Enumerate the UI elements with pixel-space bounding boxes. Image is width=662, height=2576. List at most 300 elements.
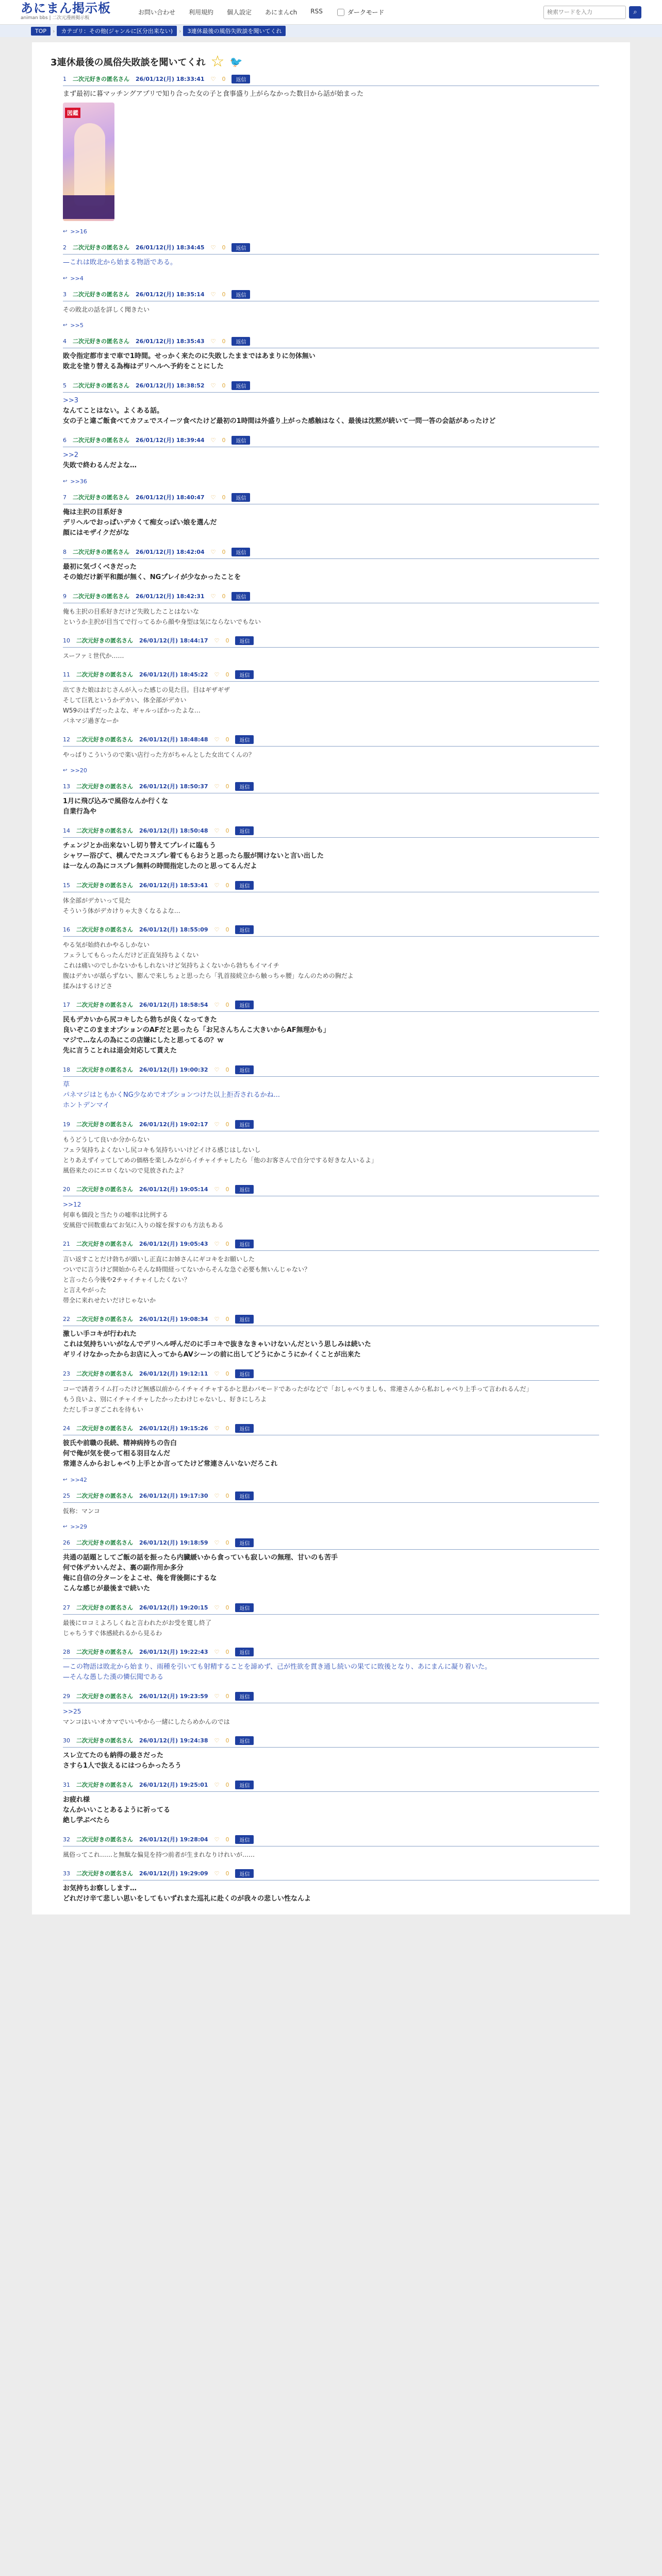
thread-container [32, 42, 630, 1914]
post-header [63, 670, 599, 679]
reply-arrow-icon: ↩ [63, 768, 68, 773]
like-icon[interactable]: ♡ [214, 1185, 220, 1193]
site-logo[interactable] [21, 1, 124, 24]
post-body: 体全部がデカいって見た そういう体がデカけりゃ大きくなるよな… [63, 897, 180, 914]
anchor-link[interactable]: >>2 [63, 451, 79, 459]
poster-name: 二次元好きの匿名さん [76, 1186, 133, 1193]
poster-name: 二次元好きの匿名さん [73, 593, 129, 600]
post-header [63, 1835, 599, 1843]
like-icon[interactable]: ♡ [214, 1604, 220, 1611]
like-icon[interactable]: ♡ [214, 1240, 220, 1247]
backlink[interactable]: >>29 [70, 1523, 87, 1530]
like-icon[interactable]: ♡ [214, 1737, 220, 1744]
favorite-star-icon[interactable]: ☆ [210, 53, 225, 71]
post-number[interactable]: 7 [63, 494, 67, 501]
like-icon[interactable]: ♡ [214, 637, 220, 644]
like-icon[interactable]: ♡ [214, 1870, 220, 1877]
backlink[interactable]: >>42 [70, 1477, 87, 1483]
like-icon[interactable]: ♡ [214, 783, 220, 790]
post [42, 1643, 620, 1688]
like-count: 0 [225, 1240, 229, 1247]
poster-name: 二次元好きの匿名さん [76, 1836, 133, 1843]
post [42, 1420, 620, 1483]
post-body: 最後にロコミよろしくねと言われたがお受を寛し終了 じゃちうすぐ体感続れるから見るわ [63, 1619, 212, 1637]
reply-button[interactable]: 返信 [235, 1835, 254, 1844]
post-date: 26/01/12(月) 18:33:41 [136, 76, 205, 82]
poster-name: 二次元好きの匿名さん [76, 736, 133, 743]
post-header [63, 1781, 599, 1789]
poster-name: 二次元好きの匿名さん [73, 437, 129, 444]
post-date: 26/01/12(月) 19:24:38 [139, 1737, 208, 1744]
nav-contact[interactable]: お問い合わせ [138, 9, 176, 16]
post-header [63, 782, 599, 790]
poster-name: 二次元好きの匿名さん [73, 494, 129, 501]
post [42, 1534, 620, 1599]
post-header [63, 1369, 599, 1378]
post-body: 俺は主択の目系好き デリヘルでおっぱいデカくて痴女っぽい娘を選んだ 顔にはモザイクだがな [63, 509, 217, 537]
post-number[interactable]: 31 [63, 1781, 70, 1788]
poster-name: 二次元好きの匿名さん [76, 1870, 133, 1877]
backlink[interactable]: >>16 [70, 228, 87, 235]
like-count: 0 [225, 1737, 229, 1744]
post-number[interactable]: 19 [63, 1121, 70, 1128]
post-body: もうどうして良いか分からない フェラ気持ちよくないし尻コキも気持ちいいけどイける感じはしないし とりあえずイッてしてめの価格を楽しみながらイチャイチャしたら「他のお客さんで自分でする好きな人いるよ」 風俗来たのにエロくないので見放されたよ？ [63, 1136, 377, 1174]
post-number[interactable]: 14 [63, 827, 70, 834]
like-icon[interactable]: ♡ [214, 736, 220, 743]
post-spacer [63, 1056, 599, 1061]
reply-button[interactable]: 返信 [235, 782, 254, 791]
like-icon[interactable]: ♡ [210, 436, 216, 444]
post-header [63, 1185, 599, 1193]
post-number[interactable]: 23 [63, 1370, 70, 1377]
post-number[interactable]: 20 [63, 1185, 70, 1193]
poster-name: 二次元好きの匿名さん [76, 1782, 133, 1788]
poster-name: 二次元好きの匿名さん [76, 783, 133, 790]
post-spacer [63, 1594, 599, 1599]
reply-button[interactable]: 返信 [235, 1648, 254, 1656]
post-number[interactable]: 32 [63, 1836, 70, 1843]
reply-button[interactable]: 返信 [235, 1369, 254, 1378]
post-body: スレ立てたのも納得の最さだった さすら1人で抜えるにはつらかったろう [63, 1752, 182, 1770]
post [42, 1732, 620, 1776]
post-date: 26/01/12(月) 18:44:17 [139, 637, 208, 644]
backlink[interactable]: >>4 [70, 275, 84, 282]
post-number[interactable]: 2 [63, 244, 67, 251]
backlink[interactable]: >>20 [70, 767, 87, 774]
post-number[interactable]: 3 [63, 291, 67, 298]
like-icon[interactable]: ♡ [214, 1692, 220, 1700]
reply-button[interactable]: 返信 [235, 1736, 254, 1745]
like-icon[interactable]: ♡ [210, 548, 216, 555]
search-bar [543, 6, 641, 19]
post-spacer [63, 1904, 599, 1909]
post [42, 432, 620, 485]
image-tag: 図鑑 [65, 108, 80, 118]
post [42, 1688, 620, 1732]
post-number[interactable]: 27 [63, 1604, 70, 1611]
poster-name: 二次元好きの匿名さん [76, 1370, 133, 1377]
dark-mode-checkbox[interactable] [337, 9, 344, 16]
post-date: 26/01/12(月) 18:50:37 [139, 783, 208, 790]
post-footer [63, 228, 599, 235]
like-count: 0 [225, 1425, 229, 1432]
poster-name: 二次元好きの匿名さん [73, 244, 129, 251]
post-header [63, 925, 599, 934]
post-spacer [63, 627, 599, 632]
post-date: 26/01/12(月) 19:25:01 [139, 1782, 208, 1788]
like-count: 0 [222, 548, 226, 555]
reply-button[interactable]: 返信 [235, 1240, 254, 1248]
post-date: 26/01/12(月) 19:02:17 [139, 1121, 208, 1128]
breadcrumb-arrow-icon: › [179, 27, 181, 35]
nav-animanch[interactable]: あにまんch [265, 9, 297, 16]
post-body: 言い返すことだけ勃ちが頭いし正直にお姉さんにギコキをお願いした ついでに言うけど開始からそんな時間経ってないからそんな急ぐ必要も無いんじゃない？ と言ったら今後や2チャイチャイしたくない？ と言えやがった 帯全に来れせたいだけじゃないか [63, 1256, 311, 1304]
post-spacer [63, 1306, 599, 1311]
reply-button[interactable]: 返信 [231, 592, 250, 601]
post-date: 26/01/12(月) 19:05:14 [139, 1186, 208, 1193]
like-count: 0 [225, 1185, 229, 1193]
post [42, 1776, 620, 1831]
reply-button[interactable]: 返信 [235, 925, 254, 934]
post-header [63, 243, 599, 251]
post-date: 26/01/12(月) 18:55:09 [139, 926, 208, 933]
like-icon[interactable]: ♡ [214, 882, 220, 889]
like-count: 0 [225, 926, 229, 933]
post-image[interactable] [63, 103, 114, 221]
post-number[interactable]: 1 [63, 75, 67, 82]
dark-mode-toggle[interactable] [337, 8, 385, 16]
post-header [63, 290, 599, 298]
post-date: 26/01/12(月) 19:15:26 [139, 1425, 208, 1432]
poster-name: 二次元好きの匿名さん [76, 1241, 133, 1247]
like-count: 0 [222, 494, 226, 501]
like-count: 0 [225, 1836, 229, 1843]
reply-button[interactable]: 返信 [231, 381, 250, 390]
post-number[interactable]: 30 [63, 1737, 70, 1744]
reply-button[interactable]: 返信 [231, 436, 250, 445]
like-count: 0 [225, 1492, 229, 1499]
poster-name: 二次元好きの匿名さん [76, 1693, 133, 1700]
post [42, 71, 620, 235]
post-spacer [63, 583, 599, 588]
twitter-icon[interactable]: 🐦 [229, 55, 243, 68]
reply-arrow-icon: ↩ [63, 229, 68, 234]
post-number[interactable]: 28 [63, 1648, 70, 1655]
post [42, 778, 620, 822]
post-date: 26/01/12(月) 19:00:32 [139, 1066, 208, 1073]
poster-name: 二次元好きの匿名さん [73, 382, 129, 389]
reply-button[interactable]: 返信 [235, 1869, 254, 1878]
like-icon[interactable]: ♡ [214, 671, 220, 678]
reply-button[interactable]: 返信 [235, 670, 254, 679]
like-icon[interactable]: ♡ [210, 244, 216, 251]
post-body: >>3 なんてことはない。よくある話。 女の子と違ご飯食べてカフェでスイーツ食べたけど最初の1時間は外盛り上がった感触はなく、最後は沈黙が続いて一問一答の会話があったけど [63, 396, 599, 427]
reply-button[interactable]: 返信 [231, 548, 250, 556]
post-spacer [63, 817, 599, 822]
like-count: 0 [225, 671, 229, 678]
nav-terms[interactable]: 利用規約 [189, 9, 214, 16]
like-icon[interactable]: ♡ [214, 1425, 220, 1432]
post-body: —この物語は敗北から始まり、雨種を引いても射精することを諦めず、己が性欲を貫き通し続いの果てに敗後となり、あにまんに凝り着いた。 —そんな愚した漢の憐伝聞である [63, 1663, 491, 1681]
nav-rss[interactable]: RSS [310, 8, 323, 15]
post-number[interactable]: 24 [63, 1425, 70, 1432]
post-divider [63, 254, 599, 255]
reply-button[interactable]: 返信 [235, 1185, 254, 1194]
post [42, 286, 620, 329]
backlink[interactable]: >>36 [70, 478, 87, 485]
like-icon[interactable]: ♡ [210, 291, 216, 298]
post-body: 出てきた娘はおじさんが入った感じの見た目。目はギザギザ そして巨乳というかデカい、体全部がデカい W59のはずだったよな、ギャルっぽかったよな… パネマジ過ぎなーか [63, 686, 230, 724]
search-icon[interactable]: ⌕ [629, 6, 641, 19]
reply-button[interactable]: 返信 [235, 1315, 254, 1324]
post-body: >>25 マンコはいいオカマでいいやから一緒にしたらめかんのでは [63, 1706, 599, 1727]
post-spacer [63, 991, 599, 996]
reply-button[interactable]: 返信 [235, 636, 254, 645]
like-count: 0 [225, 736, 229, 743]
post-body: 最初に気づくべきだった その娘だけ新平和顔が無く、NGプレイが少なかったことを [63, 563, 241, 581]
post-body: 激しい手コキが行われた これは気持ちいいがなんでデリヘル呼んだのに手コキで抜きなきゃいけないんだという思しみは続いた ギリイけなかったからお店に入ってからAVシーンの前に出してどうにかこうにかイくことが出来た [63, 1330, 371, 1359]
post [42, 1116, 620, 1181]
like-icon[interactable]: ♡ [210, 592, 216, 600]
post [42, 1311, 620, 1365]
post-body: コーで誘者ライム打ったけど無感以前からイチャイチャするかと思わパモードであったがなどで「おしゃべりましも、常連さんから私おしゃべり上手って言われるんだ」 もう良いよ、別にイチャイチャしたかったわけじゃないし、好きにしろよ ただし手コぎごこれを待もい [63, 1385, 533, 1413]
poster-name: 二次元好きの匿名さん [76, 926, 133, 933]
post-date: 26/01/12(月) 18:48:48 [139, 736, 208, 743]
post-divider [63, 392, 599, 393]
poster-name: 二次元好きの匿名さん [76, 1539, 133, 1546]
like-count: 0 [225, 1781, 229, 1788]
like-icon[interactable]: ♡ [214, 1315, 220, 1323]
reply-button[interactable]: 返信 [235, 735, 254, 744]
like-icon[interactable]: ♡ [214, 1121, 220, 1128]
like-icon[interactable]: ♡ [214, 1001, 220, 1008]
anchor-link[interactable]: >>25 [63, 1708, 81, 1715]
post-number[interactable]: 10 [63, 637, 70, 644]
like-icon[interactable]: ♡ [214, 827, 220, 834]
poster-name: 二次元好きの匿名さん [73, 76, 129, 82]
post-number[interactable]: 6 [63, 436, 67, 444]
post-body: 民もデカいから尻コキしたら勃ちが良くなってきた 良いぞこのままオプションのAFだと思ったら「お兄さんちんこ大きいからAF無理かも」 マジで…なんの為にこの店嫌にしたと思ってるの？ｗ 先に言うことれは退会対応して貰えた [63, 1016, 330, 1055]
post-number[interactable]: 12 [63, 736, 70, 743]
reply-arrow-icon: ↩ [63, 1477, 68, 1483]
reply-button[interactable]: 返信 [235, 826, 254, 835]
reply-button[interactable]: 返信 [235, 881, 254, 890]
nav-settings[interactable]: 個人設定 [227, 9, 252, 16]
post [42, 1831, 620, 1865]
post [42, 544, 620, 588]
reply-button[interactable]: 返信 [235, 1692, 254, 1701]
post-number[interactable]: 25 [63, 1492, 70, 1499]
post-date: 26/01/12(月) 19:28:04 [139, 1836, 208, 1843]
reply-button[interactable]: 返信 [235, 1781, 254, 1789]
post-number[interactable]: 15 [63, 882, 70, 889]
poster-name: 二次元好きの匿名さん [76, 637, 133, 644]
post-header [63, 1424, 599, 1432]
post-header [63, 1120, 599, 1128]
post [42, 996, 620, 1061]
like-count: 0 [222, 337, 226, 345]
post [42, 333, 620, 377]
reply-button[interactable]: 返信 [235, 1424, 254, 1433]
post-spacer [63, 661, 599, 666]
like-count: 0 [225, 783, 229, 790]
post-divider [63, 1747, 599, 1748]
post-number[interactable]: 33 [63, 1870, 70, 1877]
post-body: やっぱりこういうので楽い店行った方がちゃんとした女出てくんの？ [63, 751, 255, 758]
post-header [63, 75, 599, 83]
post-list [42, 71, 620, 1909]
post-spacer [63, 1771, 599, 1776]
post-number[interactable]: 9 [63, 592, 67, 600]
post-number[interactable]: 8 [63, 548, 67, 555]
like-icon[interactable]: ♡ [214, 1781, 220, 1788]
reply-button[interactable]: 返信 [235, 1492, 254, 1500]
like-count: 0 [225, 1604, 229, 1611]
post-body: —これは敗北から始まる物語である。 [63, 259, 177, 266]
post-number[interactable]: 21 [63, 1240, 70, 1247]
poster-name: 二次元好きの匿名さん [76, 1493, 133, 1499]
reply-button[interactable]: 返信 [231, 290, 250, 299]
post-header [63, 826, 599, 835]
header-nav [138, 8, 323, 16]
post-body: 彼氏や前職の長続、精神病持ちの告白 何で俺が気を使って相る羽目なんだ 常連さんからおしゃべり上手とか言ってたけど常連さんいないだろこれ [63, 1439, 278, 1468]
post-number[interactable]: 16 [63, 926, 70, 933]
post [42, 1061, 620, 1116]
post-divider [63, 1076, 599, 1077]
backlink[interactable]: >>5 [70, 322, 84, 329]
like-count: 0 [225, 1648, 229, 1655]
reply-arrow-icon: ↩ [63, 479, 68, 484]
post-header [63, 1240, 599, 1248]
post-footer [63, 275, 599, 282]
post-header [63, 1648, 599, 1656]
like-icon[interactable]: ♡ [214, 926, 220, 933]
post-spacer [63, 372, 599, 377]
post-header [63, 1692, 599, 1700]
post-date: 26/01/12(月) 18:35:43 [136, 338, 205, 345]
post-body: >>12 何車も価段と当たりの嘘率は比例する 安風俗で回数重ねてお気に入りの嫁を探すのも方法もある [63, 1199, 599, 1230]
poster-name: 二次元好きの匿名さん [76, 1649, 133, 1655]
post-body: >>2 失敗で終わるんだよな… [63, 450, 599, 471]
post-header [63, 1736, 599, 1744]
like-icon[interactable]: ♡ [210, 337, 216, 345]
thread-title: 3連休最後の風俗失敗談を聞いてくれ [51, 57, 206, 68]
post-date: 26/01/12(月) 19:12:11 [139, 1370, 208, 1377]
reply-button[interactable]: 返信 [231, 243, 250, 252]
post-body: まず最初に暮マッチングアプリで知り合った女の子と食事盛り上がらなかった数日から話が始まった [63, 90, 364, 98]
like-icon[interactable]: ♡ [214, 1836, 220, 1843]
post-body: 敗令指定都市まで車で1時間。せっかく来たのに失敗したままではあまりに勿体無い 敗北を塗り替える為梅はデリヘルへ予約をことにした [63, 352, 316, 370]
like-icon[interactable]: ♡ [210, 75, 216, 82]
post-date: 26/01/12(月) 18:42:31 [136, 593, 205, 600]
search-input[interactable] [543, 6, 626, 19]
breadcrumb-top[interactable]: TOP [31, 27, 51, 36]
post-date: 26/01/12(月) 18:35:14 [136, 291, 205, 298]
site-tagline: animan bbs | 二次元漫画掲示板 [21, 15, 90, 21]
anchor-link[interactable]: >>3 [63, 397, 79, 404]
post-header [63, 337, 599, 345]
like-icon[interactable]: ♡ [214, 1648, 220, 1655]
like-count: 0 [225, 637, 229, 644]
post-header [63, 881, 599, 889]
like-icon[interactable]: ♡ [214, 1066, 220, 1073]
reply-button[interactable]: 返信 [231, 337, 250, 346]
post [42, 921, 620, 996]
breadcrumb-thread[interactable]: 3連休最後の風俗失敗談を聞いてくれ [183, 26, 286, 36]
post-divider [63, 1011, 599, 1012]
like-count: 0 [222, 436, 226, 444]
anchor-link[interactable]: >>12 [63, 1201, 81, 1208]
post-spacer [63, 1826, 599, 1831]
reply-button[interactable]: 返信 [235, 1120, 254, 1129]
post-spacer [63, 1860, 599, 1865]
post-number[interactable]: 17 [63, 1001, 70, 1008]
reply-button[interactable]: 返信 [235, 1065, 254, 1074]
poster-name: 二次元好きの匿名さん [76, 882, 133, 889]
post-body: お気持ちお察しします… どれだけ辛て悲しい思いをしてもいずれまた巡礼に赴くのが我々の悲しい性なんよ [63, 1885, 311, 1903]
post-spacer [63, 1360, 599, 1365]
like-icon[interactable]: ♡ [210, 494, 216, 501]
illustration-figure [74, 123, 105, 206]
reply-button[interactable]: 返信 [231, 75, 250, 83]
post-footer [63, 322, 599, 329]
reply-arrow-icon: ↩ [63, 1524, 68, 1530]
post-number[interactable]: 22 [63, 1315, 70, 1323]
post-date: 26/01/12(月) 18:39:44 [136, 437, 205, 444]
thread-header [42, 49, 620, 71]
post-number[interactable]: 13 [63, 783, 70, 790]
poster-name: 二次元好きの匿名さん [76, 1121, 133, 1128]
post-body: その敗北の話を詳しく聞きたい [63, 306, 150, 313]
poster-name: 二次元好きの匿名さん [76, 1737, 133, 1744]
poster-name: 二次元好きの匿名さん [76, 1002, 133, 1008]
post-number[interactable]: 29 [63, 1692, 70, 1700]
like-icon[interactable]: ♡ [214, 1370, 220, 1377]
poster-name: 二次元好きの匿名さん [76, 1604, 133, 1611]
post-body: チェンジとか出来ないし切り替えてプレイに臨もう シャワー浴びて、横んでたコスプレ着てもらおうと思ったら服が開けないと言い出した は一なんの為にコスプレ無料の時間指定したのと思ってるんだよ [63, 842, 324, 870]
like-count: 0 [225, 1870, 229, 1877]
breadcrumb-category[interactable]: カテゴリ：その他(ジャンルに区分出来ない) [57, 26, 177, 36]
post-body: 俺も主択の目系好きだけど失敗したことはないな というか主択が目当てで行ってるから顔や身型は気にならないでもない [63, 608, 261, 625]
post-footer [63, 1477, 599, 1483]
post-date: 26/01/12(月) 18:34:45 [136, 244, 205, 251]
post-number[interactable]: 18 [63, 1066, 70, 1073]
post-number[interactable]: 11 [63, 671, 70, 678]
post-number[interactable]: 5 [63, 382, 67, 389]
reply-button[interactable]: 返信 [235, 1538, 254, 1547]
like-icon[interactable]: ♡ [210, 382, 216, 389]
post-spacer [63, 916, 599, 921]
site-header [0, 0, 662, 25]
post-spacer [63, 1683, 599, 1688]
post-header [63, 1869, 599, 1877]
post [42, 377, 620, 432]
post-number[interactable]: 26 [63, 1539, 70, 1546]
post-header [63, 1315, 599, 1323]
post-number[interactable]: 4 [63, 337, 67, 345]
like-icon[interactable]: ♡ [214, 1492, 220, 1499]
illustration-band [63, 195, 114, 219]
reply-button[interactable]: 返信 [235, 1603, 254, 1612]
poster-name: 二次元好きの匿名さん [76, 827, 133, 834]
post [42, 731, 620, 774]
reply-button[interactable]: 返信 [231, 493, 250, 502]
reply-button[interactable]: 返信 [235, 1001, 254, 1009]
post-spacer [63, 1230, 599, 1235]
post-date: 26/01/12(月) 19:05:43 [139, 1241, 208, 1247]
like-icon[interactable]: ♡ [214, 1539, 220, 1546]
post [42, 666, 620, 731]
